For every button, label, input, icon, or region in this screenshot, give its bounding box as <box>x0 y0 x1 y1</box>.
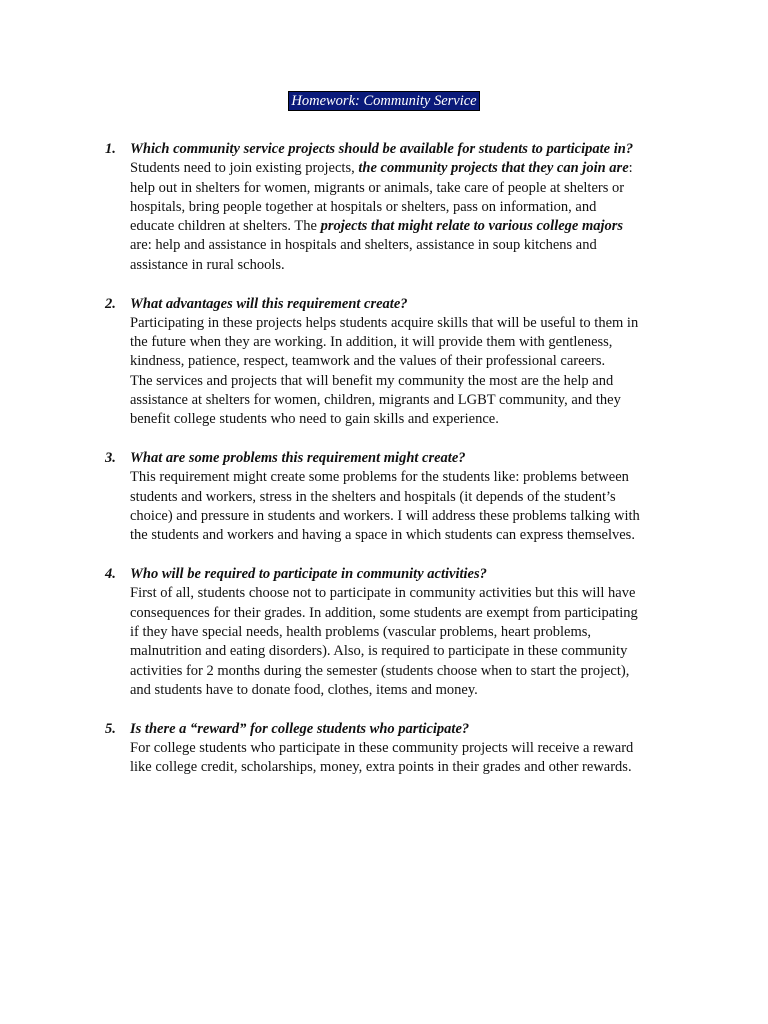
question-heading: Which community service projects should be available for students to participate in? <box>130 141 634 157</box>
answer-line <box>130 159 665 178</box>
answer-line: students and workers, stress in the shelters and hospitals (it depends of the student’s <box>130 488 616 505</box>
answer-line: Participating in these projects helps students acquire skills that will be useful to them in <box>130 314 639 331</box>
answer-line-part: Students need to join existing projects, <box>130 160 359 177</box>
answer-line: malnutrition and eating disorders). Also, is required to participate in these community <box>130 643 628 660</box>
answer-line-part: : <box>628 160 633 177</box>
answer-line: the students and workers and having a space in which students can express themselves. <box>130 527 635 544</box>
answer-line: benefit college students who need to gain skills and experience. <box>130 411 499 428</box>
answer-line: and students have to donate food, clothes, items and money. <box>130 681 478 698</box>
question-item-5 <box>0 720 665 778</box>
question-number: 5. <box>105 720 116 737</box>
answer-text <box>130 140 665 275</box>
question-item-1 <box>0 140 665 275</box>
question-item-2 <box>0 295 665 430</box>
answer-line: For college students who participate in these community projects will receive a reward <box>130 740 634 757</box>
answer-line: like college credit, scholarships, money, extra points in their grades and other rewards. <box>130 759 632 776</box>
question-number: 4. <box>105 566 116 583</box>
answer-line: choice) and pressure in students and workers. I will address these problems talking with <box>130 508 640 525</box>
answer-line: hospitals, bring people together at hospitals or shelters, pass on information, and <box>130 198 597 215</box>
question-list <box>0 140 665 797</box>
title-container <box>0 92 768 110</box>
question-number: 2. <box>105 295 116 312</box>
answer-line: assistance in rural schools. <box>130 256 285 273</box>
answer-line: if they have special needs, health problems (vascular problems, heart problems, <box>130 624 592 641</box>
answer-line: kindness, patience, respect, teamwork and the values of their professional careers. <box>130 353 606 370</box>
answer-line: activities for 2 months during the semester (students choose when to start the project), <box>130 662 630 679</box>
question-heading: Who will be required to participate in community activities? <box>130 566 487 583</box>
answer-line: the future when they are working. In addition, it will provide them with gentleness, <box>130 334 613 351</box>
question-heading: What advantages will this requirement create? <box>130 295 408 312</box>
emphasis-text: the community projects that they can join are <box>358 160 629 177</box>
answer-text <box>130 295 665 430</box>
answer-text <box>130 565 665 700</box>
question-item-4 <box>0 565 665 700</box>
question-heading: What are some problems this requirement might create? <box>130 450 466 467</box>
question-number: 3. <box>105 450 116 467</box>
answer-line: consequences for their grades. In addition, some students are exempt from participating <box>130 604 638 621</box>
question-item-3 <box>0 449 665 545</box>
answer-line: The services and projects that will benefit my community the most are the help and <box>130 372 614 389</box>
question-heading: Is there a “reward” for college students who participate? <box>130 720 470 737</box>
answer-line: assistance at shelters for women, children, migrants and LGBT community, and they <box>130 392 621 409</box>
answer-line: are: help and assistance in hospitals and shelters, assistance in soup kitchens and <box>130 237 597 254</box>
question-number: 1. <box>105 141 116 157</box>
emphasis-text: projects that might relate to various college majors <box>320 218 624 235</box>
answer-line: This requirement might create some problems for the students like: problems between <box>130 469 629 486</box>
answer-line <box>130 217 665 236</box>
answer-line-part: educate children at shelters. The <box>130 218 321 235</box>
answer-line: help out in shelters for women, migrants or animals, take care of people at shelters or <box>130 179 625 196</box>
answer-line: First of all, students choose not to participate in community activities but this will have <box>130 585 636 602</box>
document-title: Homework: Community Service <box>291 93 477 109</box>
